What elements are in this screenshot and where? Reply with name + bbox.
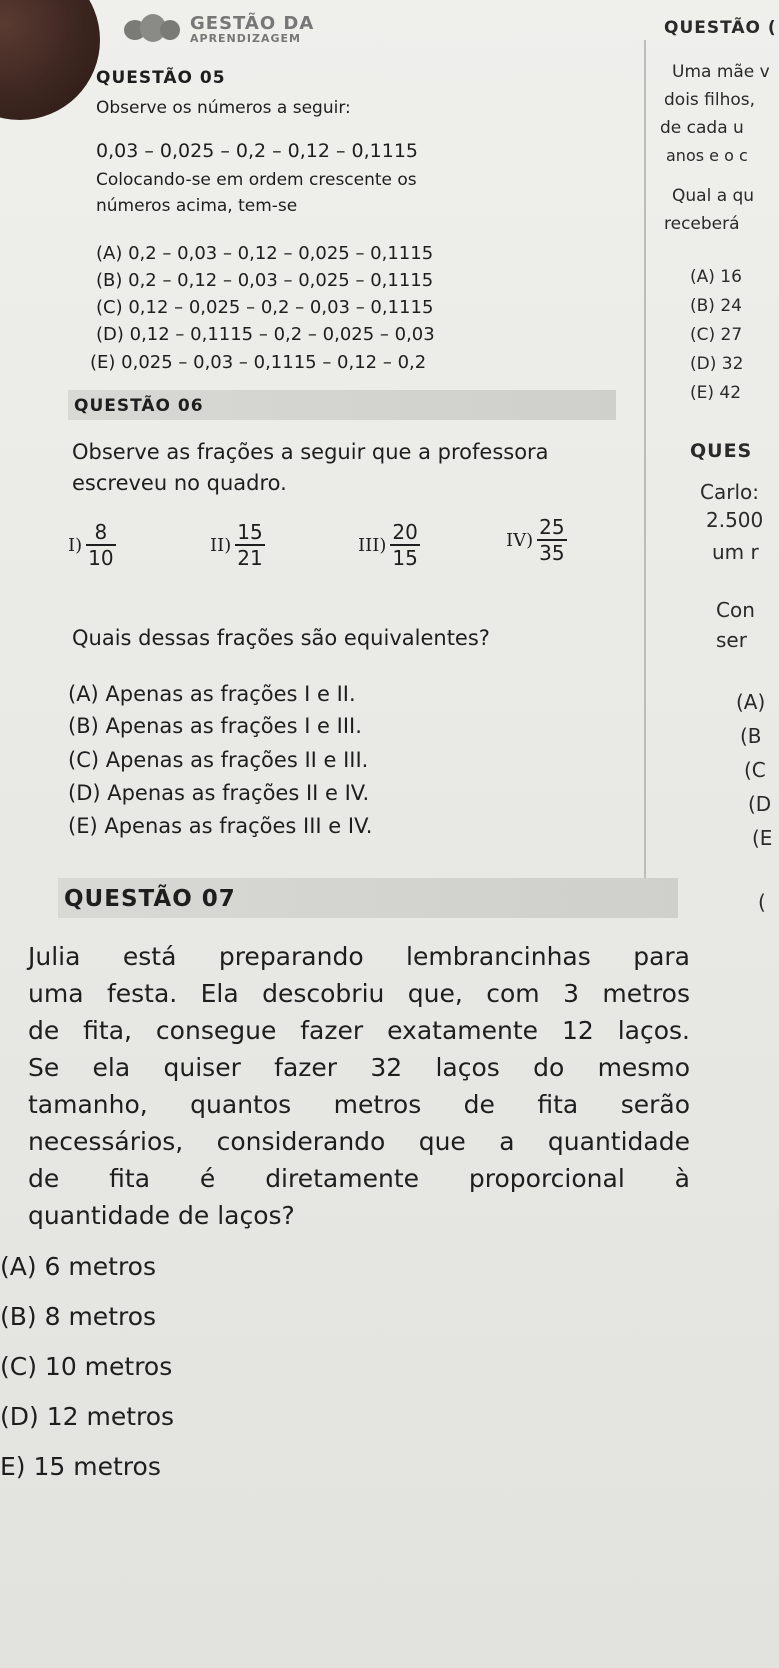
right-option-b[interactable]: (B) 24 bbox=[690, 296, 742, 316]
right-text-6: receberá bbox=[664, 214, 740, 234]
q7-option-a[interactable]: (A) 6 metros bbox=[0, 1252, 156, 1281]
fraction-iii-label: III) bbox=[358, 534, 387, 556]
q5-option-e[interactable]: (E) 0,025 – 0,03 – 0,1115 – 0,12 – 0,2 bbox=[90, 352, 427, 373]
logo-mark-icon bbox=[124, 14, 182, 44]
q5-prompt-line1: Colocando-se em ordem crescente os bbox=[96, 170, 417, 190]
right-mid-option-a[interactable]: (A) bbox=[736, 690, 766, 714]
right-mid-text-2: 2.500 bbox=[706, 508, 764, 532]
q7-line-8: quantidade de laços? bbox=[28, 1201, 295, 1230]
q5-option-c[interactable]: (C) 0,12 – 0,025 – 0,2 – 0,03 – 0,1115 bbox=[96, 297, 434, 318]
right-text-3: de cada u bbox=[660, 118, 744, 138]
q7-line-1: Julia está preparando lembrancinhas para bbox=[28, 942, 690, 971]
fraction-ii-label: II) bbox=[210, 534, 232, 556]
q7-line-2: uma festa. Ela descobriu que, com 3 metros bbox=[28, 979, 690, 1008]
fraction-ii-denominator: 21 bbox=[237, 546, 263, 570]
right-mid-text-5: ser bbox=[716, 628, 747, 652]
right-text-5: Qual a qu bbox=[672, 186, 755, 206]
right-mid-option-d[interactable]: (D bbox=[748, 792, 772, 816]
q5-option-d[interactable]: (D) 0,12 – 0,1115 – 0,2 – 0,025 – 0,03 bbox=[96, 324, 435, 345]
right-option-d[interactable]: (D) 32 bbox=[690, 354, 744, 374]
right-text-1: Uma mãe v bbox=[672, 62, 770, 82]
right-mid-text-4: Con bbox=[716, 598, 755, 622]
q7-line-3: de fita, consegue fazer exatamente 12 laços. bbox=[28, 1016, 690, 1045]
logo-line2: APRENDIZAGEM bbox=[190, 31, 301, 45]
q6-title: QUESTÃO 06 bbox=[74, 396, 204, 416]
q6-intro-line1: Observe as frações a seguir que a professora bbox=[72, 440, 549, 464]
fraction-i bbox=[68, 520, 116, 570]
q7-title: QUESTÃO 07 bbox=[64, 886, 236, 912]
q7-line-4: Se ela quiser fazer 32 laços do mesmo bbox=[28, 1053, 690, 1082]
q7-statement bbox=[28, 938, 690, 1234]
right-option-e[interactable]: (E) 42 bbox=[690, 383, 742, 403]
fraction-iv-denominator: 35 bbox=[539, 541, 565, 565]
q6-option-a[interactable]: (A) Apenas as frações I e II. bbox=[68, 682, 356, 706]
fraction-i-denominator: 10 bbox=[88, 546, 114, 570]
right-text-2: dois filhos, bbox=[664, 90, 756, 110]
q5-title: QUESTÃO 05 bbox=[96, 68, 226, 88]
fraction-i-label: I) bbox=[68, 534, 83, 556]
logo-line1: GESTÃO DA bbox=[190, 12, 315, 34]
q7-option-b[interactable]: (B) 8 metros bbox=[0, 1302, 157, 1331]
q6-option-c[interactable]: (C) Apenas as frações II e III. bbox=[68, 748, 369, 772]
right-title-mid: QUES bbox=[690, 440, 753, 462]
q7-line-5: tamanho, quantos metros de fita serão bbox=[28, 1090, 690, 1119]
right-option-c[interactable]: (C) 27 bbox=[690, 325, 743, 345]
fraction-iv bbox=[506, 515, 567, 565]
q5-option-a[interactable]: (A) 0,2 – 0,03 – 0,12 – 0,025 – 0,1115 bbox=[96, 243, 434, 264]
q6-question: Quais dessas frações são equivalentes? bbox=[72, 626, 490, 650]
right-mid-text-3: um r bbox=[712, 540, 759, 564]
q7-option-e[interactable]: E) 15 metros bbox=[0, 1452, 161, 1481]
fraction-i-numerator: 8 bbox=[94, 520, 108, 544]
q6-option-b[interactable]: (B) Apenas as frações I e III. bbox=[68, 714, 362, 738]
right-mid-option-b[interactable]: (B bbox=[740, 724, 762, 748]
q7-option-c[interactable]: (C) 10 metros bbox=[0, 1352, 173, 1381]
right-option-a[interactable]: (A) 16 bbox=[690, 267, 742, 287]
fraction-iii-denominator: 15 bbox=[392, 546, 418, 570]
fraction-iv-label: IV) bbox=[506, 529, 534, 551]
q5-numbers: 0,03 – 0,025 – 0,2 – 0,12 – 0,1115 bbox=[96, 140, 419, 162]
right-mid-option-e[interactable]: (E bbox=[752, 826, 773, 850]
right-mid-option-f: ( bbox=[758, 890, 766, 914]
fraction-ii-numerator: 15 bbox=[237, 520, 263, 544]
fraction-iii bbox=[358, 520, 420, 570]
right-title-top: QUESTÃO ( bbox=[664, 18, 777, 38]
q5-intro: Observe os números a seguir: bbox=[96, 98, 351, 118]
fraction-iii-numerator: 20 bbox=[392, 520, 418, 544]
fraction-ii bbox=[210, 520, 265, 570]
q7-line-6: necessários, considerando que a quantidade bbox=[28, 1127, 690, 1156]
right-mid-option-c[interactable]: (C bbox=[744, 758, 766, 782]
q5-prompt-line2: números acima, tem-se bbox=[96, 196, 298, 216]
fraction-iv-numerator: 25 bbox=[539, 515, 565, 539]
q5-option-b[interactable]: (B) 0,2 – 0,12 – 0,03 – 0,025 – 0,1115 bbox=[96, 270, 434, 291]
column-divider bbox=[644, 40, 646, 900]
q6-option-e[interactable]: (E) Apenas as frações III e IV. bbox=[68, 814, 373, 838]
logo bbox=[124, 14, 314, 44]
q6-option-d[interactable]: (D) Apenas as frações II e IV. bbox=[68, 781, 370, 805]
right-mid-text-1: Carlo: bbox=[700, 480, 759, 504]
q6-intro-line2: escreveu no quadro. bbox=[72, 471, 287, 495]
q7-option-d[interactable]: (D) 12 metros bbox=[0, 1402, 175, 1431]
right-text-4: anos e o c bbox=[666, 146, 748, 165]
q7-line-7: de fita é diretamente proporcional à bbox=[28, 1164, 690, 1193]
